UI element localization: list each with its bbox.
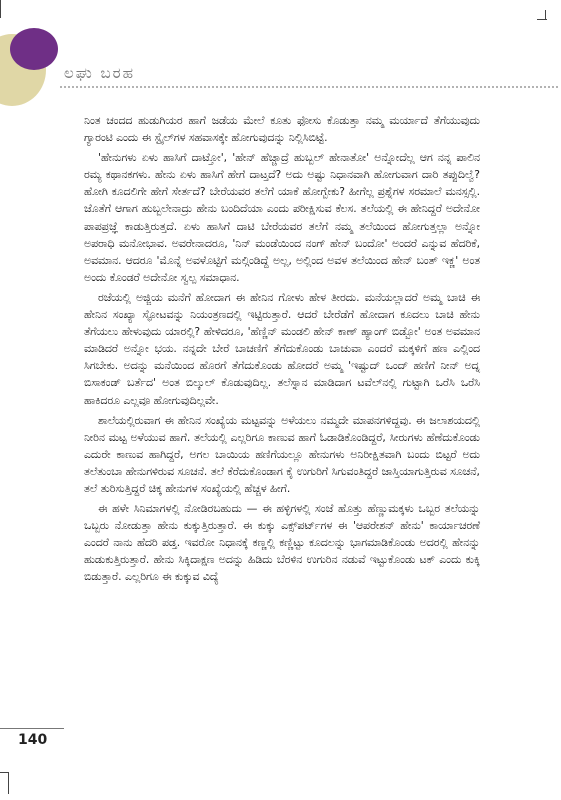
crop-mark-bottom-left [8, 772, 9, 794]
page-number-rule [0, 728, 64, 729]
header-decoration-purple-circle [10, 28, 58, 70]
paragraph-3: ರಜೆಯಲ್ಲಿ ಅಜ್ಜಿಯ ಮನೆಗೆ ಹೋದಾಗ ಈ ಹೇನಿನ ಗೋಳು ಹೇಳ ತೀರದು. ಮನೆಯಲ್ಲಾದರೆ ಅಮ್ಮ ಬಾಚಿ ಈ ಹೇನಿನ ಸಂಖ್ಯಾ ಸ್ಫೋಟವನ್ನು ನಿಯಂತ್ರಣದಲ್ಲಿ ಇಟ್ಟಿರುತ್ತಾರೆ. ಆದರೆ ಬೇರೆಡೆಗೆ ಹೋದಾಗ ಕೂದಲು ಬಾಚಿ ಹೇನು ತೆಗೆಯಲು ಹೇಳುವುದು ಯಾರಲ್ಲಿ? ಹೇಳಿದರೂ, 'ಹೆಣ್ಣಿನ್ ಮಂಡಲಿ ಹೇನ್ ಕಾಣ್ ಹ್ಯಾಂಗ್ ಬಿಡ್ಬೋ' ಅಂತ ಅವಮಾನ ಮಾಡಿದರೆ ಅನ್ನೋ ಭಯ. ನನ್ನದೇ ಬೇರೆ ಬಾಚಣಿಗೆ ತೆಗೆದುಕೊಂಡು ಬಾಚುವಾ ಎಂದರೆ ಮಕ್ಕಳಿಗೆ ಹಣ ಎಲ್ಲಿಂದ ಸಿಗಬೇಕು. ಅದನ್ನು ಮನೆಯಿಂದ ಹೊರಗೆ ತೆಗೆದುಕೊಂಡು ಹೋದರೆ ಅಮ್ಮ 'ಇಷ್ಟುದ್ ಒಂದ್ ಹಣಿಗೆ ನೀನ್ ಅದ್ನ ಬಿಸಾಕಂಡ್ ಬರ್ತೆದ' ಅಂತ ಬಿಲ್ಕುಲ್ ಕೊಡುವುದಿಲ್ಲ. ತಲೆಸ್ನಾನ ಮಾಡಿದಾಗ ಟವೆಲ್‌ನಲ್ಲಿ ಗುಟ್ಟಾಗಿ ಒರೆಸಿ ಒರೆಸಿ ಹಾಕಿದರೂ ಎಲ್ಲವೂ ಹೋಗುವುದಿಲ್ಲವೇ. [84, 290, 480, 407]
crop-mark-top-right-h [537, 19, 547, 20]
paragraph-1: ನಿಂತ ಚಂದದ ಹುಡುಗಿಯರ ಹಾಗೆ ಜಡೆಯ ಮೇಲೆ ಕೂತು ಫೋಸು ಕೊಡುತ್ತಾ ನಮ್ಮ ಮರ್ಯಾದೆ ತೆಗೆಯುವುದು ಗ್ಯಾರಂಟಿ ಎಂದು ಈ ಸ್ಟೈಲ್‌ಗಳ ಸಹವಾಸಕ್ಕೇ ಹೋಗುವುದನ್ನು ನಿಲ್ಲಿಸಿಬಿಟ್ಟೆ. [84, 114, 480, 145]
section-header-title: ಲಘು ಬರಹ [64, 64, 136, 82]
paragraph-2: 'ಹೇನುಗಳು ಏಳು ಹಾಸಿಗೆ ದಾಟ್ತೋ', 'ಹೇನ್ ಹೆಚ್ಚಾದ್ರೆ ಹುಬ್ಬಲ್ ಹೇನಾತೋ' ಅನ್ನೋದೆಲ್ಲ ಆಗ ನನ್ನ ಪಾಲಿನ ರಮ್ಯ ಕಥಾನಕಗಳು. ಹೇನು ಏಳು ಹಾಸಿಗೆ ಹೇಗೆ ದಾಟ್ತದೆ? ಅದು ಅಷ್ಟು ನಿಧಾನವಾಗಿ ಹೋಗುವಾಗ ದಾರಿ ತಪ್ಪುದಿಲ್ವೆ? ಹೋಗಿ ಕೂದಲಿಗೇ ಹೇಗೆ ಸೇರ್ತದೆ? ಬೇರೆಯವರ ತಲೆಗೆ ಯಾಕೆ ಹೋಗ್ಬೇಕು? ಹೀಗೆಲ್ಲ ಪ್ರಶ್ನೆಗಳ ಸರಮಾಲೆ ಮನಸ್ಸಲ್ಲಿ. ಜೊತೆಗೆ ಆಗಾಗ ಹುಬ್ಬಲೇನಾದ್ರು ಹೇನು ಬಂದಿದೆಯಾ ಎಂದು ಪರೀಕ್ಷಿಸುವ ಕೆಲಸ. ತಲೆಯಲ್ಲಿ ಈ ಹೇನಿದ್ದರೆ ಅದೇನೋ ಪಾಪಪ್ರಜ್ಞೆ ಕಾಡುತ್ತಿರುತ್ತದೆ. ಏಳು ಹಾಸಿಗೆ ದಾಟಿ ಬೇರೆಯವರ ತಲೆಗೆ ನಮ್ಮ ತಲೆಯಿಂದ ಹೋಗುತ್ತಲ್ಲಾ ಅನ್ನೋ ಅಪರಾಧಿ ಮನೋಭಾವ. ಅವರೇನಾದರೂ, 'ನಿನ್ ಮಂಡೆಯಿಂದ ನಂಗ್ ಹೇನ್ ಬಂದೋ' ಅಂದರೆ ಎನ್ನುವ ಹೆದರಿಕೆ, ಅವಮಾನ. ಆದರೂ 'ಮೊನ್ನೆ ಅವಳೊಟ್ಟಿಗೆ ಮಲ್ಗಿಂಡಿದ್ದೆ ಅಲ್ಲ, ಅಲ್ಲಿಂದ ಅವಳ ತಲೆಯಿಂದ ಹೇನ್ ಬಂತ್ ಇಕ್ಣ' ಅಂತ ಅಂದು ಕೊಂಡರೆ ಅದೇನೋ ಸ್ವಲ್ಪ ಸಮಾಧಾನ. [84, 151, 480, 284]
paragraph-5: ಈ ಹಳೇ ಸಿನಿಮಾಗಳಲ್ಲಿ ನೋಡಿರಬಹುದು — ಈ ಹಳ್ಳಿಗಳಲ್ಲಿ ಸಂಜೆ ಹೊತ್ತು ಹೆಣ್ಣುಮಕ್ಕಳು ಒಬ್ಬರ ತಲೆಯನ್ನು ಒಬ್ಬರು ನೋಡುತ್ತಾ ಹೇನು ಕುಕ್ಕುತ್ತಿರುತ್ತಾರೆ. ಈ ಕುಕ್ಕು ಎಕ್ಸ್‌ಪರ್ಟ್‌ಗಳ ಈ 'ಆಪರೇಶನ್ ಹೇನು' ಕಾರ್ಯಾಚರಣೆ ಎಂದರೆ ನಾನು ಹೆದರಿ ಪಡ್ತ. ಇವರೋ ನಿಧಾನಕ್ಕೆ ಕಣ್ಣಲ್ಲಿ ಕಣ್ಣಿಟ್ಟು ಕೂದಲನ್ನು ಭಾಗಮಾಡಿಕೊಂಡು ಅದರಲ್ಲಿ ಹೇನನ್ನು ಹುಡುಕುತ್ತಿರುತ್ತಾರೆ. ಹೇನು ಸಿಕ್ಕಿದಾಕ್ಷಣ ಅದನ್ನು ಹಿಡಿದು ಬೆರಳಿನ ಉಗುರಿನ ನಡುವೆ ಇಟ್ಟುಕೊಂಡು ಟಕ್ ಎಂದು ಕುಕ್ಕಿ ಬಿಡುತ್ತಾರೆ. ಎಲ್ಲರಿಗೂ ಈ ಕುಕ್ಕುವ ವಿದ್ಯೆ [84, 502, 480, 584]
header-dotted-rule [60, 86, 558, 88]
crop-mark-bottom-left-h [0, 772, 9, 773]
page-number: 140 [18, 732, 48, 748]
crop-mark-top-left [0, 0, 1, 18]
article-body [84, 112, 480, 589]
paragraph-4: ಶಾಲೆಯಲ್ಲಿರುವಾಗ ಈ ಹೇನಿನ ಸಂಖ್ಯೆಯ ಮಟ್ಟವನ್ನು ಅಳೆಯಲು ನಮ್ಮದೇ ಮಾಪನಗಳಿದ್ದವು. ಈ ಜಲಾಶಯದಲ್ಲಿ ನೀರಿನ ಮಟ್ಟ ಅಳೆಯುವ ಹಾಗೆ. ತಲೆಯಲ್ಲಿ ಎಲ್ಲರಿಗೂ ಕಾಣುವ ಹಾಗೆ ಓಡಾಡಿಕೊಂಡಿದ್ದರೆ, ಸೀರುಗಳು ಹೆಣೆದುಕೊಂಡು ಎದುರೇ ಕಾಣುವ ಹಾಗಿದ್ದರೆ, ಅಗಲ ಬಾಯಿಯ ಹಣಿಗೆಯಲ್ಲೂ ಹೇನುಗಳು ಅನಿರೀಕ್ಷಿತವಾಗಿ ಬಂದು ಬಿಟ್ಟರೆ ಅದು ತಲೆತುಂಬಾ ಹೇನುಗಳಿರುವ ಸೂಚನೆ. ತಲೆ ಕೆರೆದುಕೊಂಡಾಗ ಕೈ ಉಗುರಿಗೆ ಸಿಗುವಂತಿದ್ದರೆ ಜಾಸ್ತಿಯಾಗುತ್ತಿರುವ ಸೂಚನೆ, ತಲೆ ತುರಿಸುತ್ತಿದ್ದರೆ ಚಿಕ್ಕ ಹೇನುಗಳ ಸಂಖ್ಯೆಯಲ್ಲಿ ಹೆಚ್ಚಳ ಹೀಗೆ. [84, 413, 480, 495]
